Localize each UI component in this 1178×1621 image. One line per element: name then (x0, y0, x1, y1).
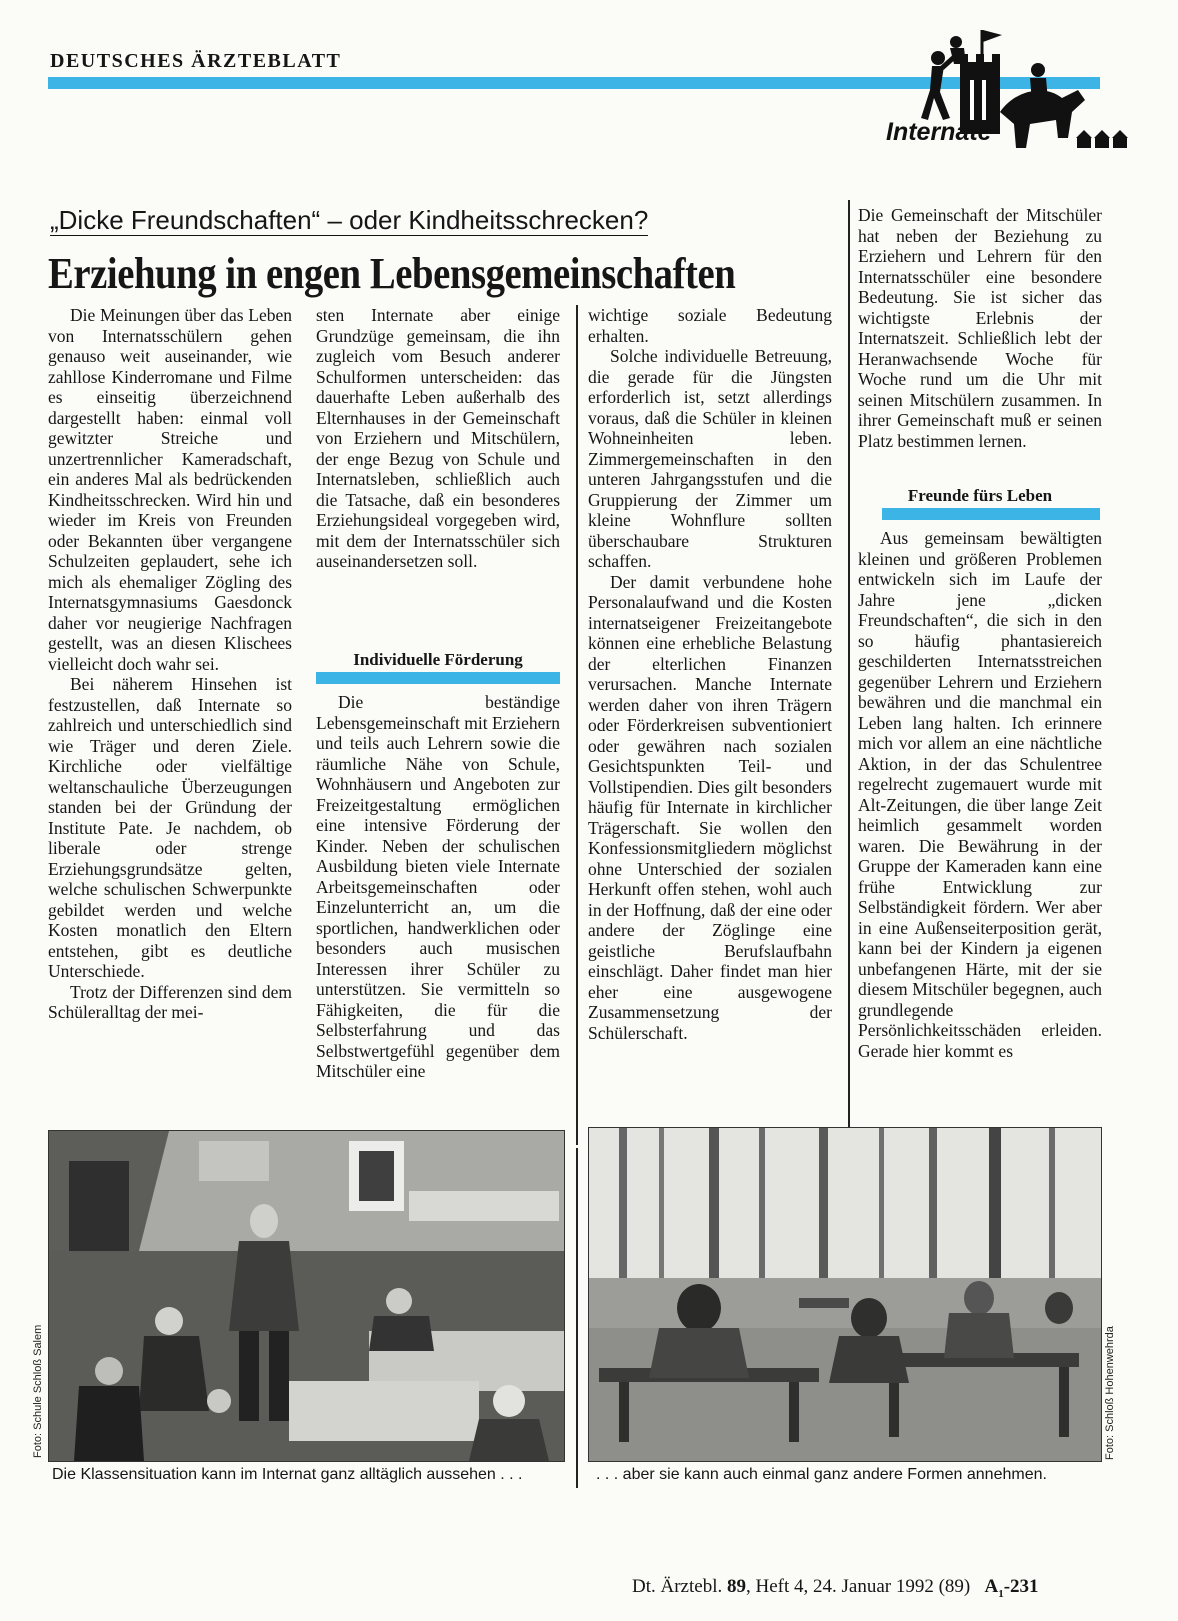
forest-photo (588, 1127, 1102, 1462)
kicker: „Dicke Freundschaften“ – oder Kindheitsschrecken? (50, 205, 649, 235)
paragraph: Solche individuelle Betreuung, die gerade für die Jüngsten erforderlich ist, setzt allerdings voraus, daß die Schüler in kleinen Wohneinheiten leben. Zimmergemeinschaften in den unteren Jahrgangsstufen und die Gruppierung der Zimmer um kleine Wohnflure sollten überschaubare Strukturen schaffen. (588, 346, 832, 571)
headline: Erziehung in engen Lebensgemeinschaften (48, 249, 736, 298)
photo-credit: Foto: Schloß Hohenwehrda (1104, 1326, 1116, 1460)
masthead: DEUTSCHES ÄRZTEBLATT (50, 50, 342, 72)
page-number: $A_1-231$ (984, 1576, 1039, 1600)
subheading-rule (882, 508, 1100, 520)
paragraph: wichtige soziale Bedeutung erhalten. (588, 305, 832, 346)
photo-credit: Foto: Schule Schloß Salem (32, 1324, 44, 1458)
column-rule (848, 200, 850, 1148)
paragraph: Aus gemeinsam bewältigten kleinen und größeren Problemen entwickeln sich im Laufe der Jahre jene „dicken Freundschaften“, die sich in den so häufig phantasiereich geschilderten Internatsstreichen gegenüber Lehrern und Erziehern bewähren und die manchmal ein Leben lang halten. Ich erinnere mich vor allem an eine nächtliche Aktion, in der das Schulentree regelrecht zugemauert wurde mit Alt-Zeitungen, die über lange Zeit heimlich gesammelt worden waren. Die Bewährung in der Gruppe der Kameraden kann eine frühe Entwicklung zur Selbständigkeit fördern. Wer aber in eine Außenseiterposition gerät, kann bei der Kindern ja eigenen unbefangenen Härte, mit der sie diesem Mitschüler begegnen, auch grundlegende Persönlichkeitsschäden erleiden. Gerade hier kommt es (858, 528, 1102, 1061)
subheading-rule (316, 672, 560, 684)
column-rule (576, 1148, 578, 1488)
photo-caption: . . . aber sie kann auch einmal ganz andere Formen annehmen. (596, 1466, 1047, 1483)
paragraph: Bei näherem Hinsehen ist festzustellen, daß Internate so zahlreich und unterschiedlich sind wie Träger und deren Ziele. Kirchliche oder vielfältige weltanschauliche Überzeugungen standen bei der Gründung der Institute Pate. Je nachdem, ob liberale oder strenge Erziehungsgrundsätze gelten, welche schulischen Schwerpunkte gebildet werden und welche Kosten monatlich den Eltern entstehen, gibt es deutliche Unterschiede. (48, 674, 292, 981)
paragraph: Die Meinungen über das Leben von Internatsschülern gehen genauso weit auseinander, wie zahllose Kinderromane und Filme es einseitig überzeichnend dargestellt haben: einmal voll gewitzter Streiche und unzertrennlicher Kameradschaft, ein anderes Mal als bedrückenden Kindheitsschrecken. Wird hin und wieder im Kreis von Freunden oder Bekannten über vergangene Schulzeiten geplaudert, sehe ich mich als ehemaliger Zögling des Internatsgymnasiums Gaesdonck daher vor neugierige Nachfragen gestellt, was an diesen Klischees vielleicht doch wahr sei. (48, 305, 292, 674)
article-column-1 (48, 305, 292, 1023)
article-column-2 (316, 305, 560, 572)
article-column-4 (858, 205, 1102, 451)
subheading-individuelle-foerderung: Individuelle Förderung (353, 650, 523, 669)
classroom-photo (48, 1130, 565, 1462)
issue-date: , Heft 4, 24. Januar 1992 (89) (745, 1576, 971, 1597)
photo-caption: Die Klassensituation kann im Internat ganz alltäglich aussehen . . . (52, 1466, 523, 1483)
paragraph: Der damit verbundene hohe Personalaufwand und die Kosten internatseigener Freizeitangebote können eine erhebliche Belastung der elterlichen Finanzen verursachen. Manche Internate werden daher von ihren Trägern oder Förderkreisen subventioniert oder gewähren nach sozialen Gesichtspunkten Teil- und Vollstipendien. Dies gilt besonders häufig für Internate in kirchlicher Trägerschaft. Sie wollen den Konfessionsmitgliedern möglichst ohne Unterschied der sozialen Herkunft offen stehen, wohl auch in der Hoffnung, daß der eine oder andere der Zöglinge eine geistliche Berufslaufbahn einschlägt. Daher findet man hier eher eine ausgewogene Zusammensetzung der Schülerschaft. (588, 571, 832, 1043)
volume-number: 89 (726, 1576, 746, 1597)
article-column-2-continued (316, 692, 560, 1082)
paragraph: Die Gemeinschaft der Mitschüler hat neben der Beziehung zu Erziehern und Lehrern für den Internatsschüler eine besondere Bedeutung. Sie ist sicher das wichtigste Erlebnis der Internatszeit. Schließlich lebt der Heranwachsende Woche für Woche rund um die Uhr mit seinen Mitschülern zusammen. In ihrer Gemeinschaft muß er seinen Platz bestimmen lernen. (858, 205, 1102, 451)
section-label: Internate (886, 118, 992, 146)
page-footer (632, 1576, 1039, 1600)
article-column-3 (588, 305, 832, 1043)
paragraph: Trotz der Differenzen sind dem Schüleralltag der mei- (48, 981, 292, 1022)
paragraph: Die beständige Lebensgemeinschaft mit Erziehern und teils auch Lehrern sowie die räumliche Nähe von Schule, Wohnhäusern und Angeboten zur Freizeitgestaltung ermöglichen eine intensive Förderung der Kinder. Neben der schulischen Ausbildung bieten viele Internate Arbeitsgemeinschaften oder Einzelunterricht an, um die sportlichen, handwerklichen oder besonders auch musischen Interessen ihrer Schüler zu unterstützen. Sie vermitteln so Fähigkeiten, die für die Selbsterfahrung und das Selbstwertgefühl gegenüber dem Mitschüler eine (316, 692, 560, 1081)
column-rule (576, 305, 578, 1145)
subheading-freunde-fuers-leben: Freunde fürs Leben (907, 486, 1053, 505)
paragraph: sten Internate aber einige Grundzüge gemeinsam, die ihn zugleich vom Besuch anderer Schulformen unterscheiden: das dauerhafte Leben außerhalb des Elternhauses in der Gemeinschaft von Erziehern und Mitschülern, der enge Bezug von Schule und Internatsleben, schließlich auch die Tatsache, daß ein besonderes Erziehungsideal vorgegeben wird, mit dem der Internatsschüler sich auseinandersetzen soll. (316, 305, 560, 571)
journal-abbrev: Dt. Ärztebl. (632, 1576, 723, 1597)
article-column-4-continued (858, 528, 1102, 1061)
